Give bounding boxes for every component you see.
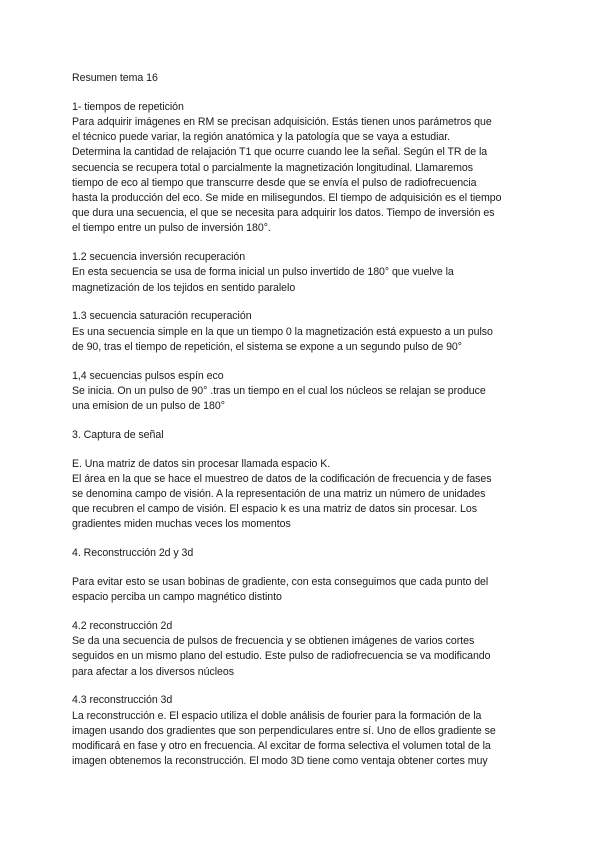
- section-heading: 1.2 secuencia inversión recuperación: [72, 251, 246, 264]
- section-body: Se inicia. On un pulso de 90° .tras un tiempo en el cual los núcleos se relajan se produce una emision de un pulso de 180°: [72, 384, 486, 413]
- section-heading: 3. Captura de señal: [72, 428, 164, 441]
- section-body: En esta secuencia se usa de forma inicial un pulso invertido de 180° que vuelve la magnetización de los tejidos en sentido paralelo: [72, 266, 454, 294]
- document-title: Resumen tema 16: [72, 72, 158, 84]
- section-body: El área en la que se hace el muestreo de datos de la codificación de frecuencia y de fases se denomina campo de visión. A la representación de una matriz un número de unidades que recubren el campo de visión. El espacio k es una matriz de datos sin procesar. Los gradientes miden muchas veces los momentos: [72, 472, 492, 531]
- section-reconstruccion-3d: [72, 693, 532, 769]
- section-bobinas-gradiente: [72, 575, 532, 605]
- section-heading: Para evitar esto se usan bobinas de gradiente, con esta conseguimos que cada punto del: [72, 576, 489, 589]
- section-heading: 4. Reconstrucción 2d y 3d: [72, 547, 194, 560]
- section-saturacion-recuperacion: [72, 309, 532, 355]
- section-espacio-k: [72, 457, 532, 533]
- section-espin-eco: [72, 369, 532, 415]
- section-body: Para adquirir imágenes en RM se precisan adquisición. Estás tienen unos parámetros que el técnico puede variar, la región anatómica y la patología que se vaya a estudiar. Determina la cantidad de relajación T1 que ocurre cuando lee la señal. Según el TR de la secuencia se recupera total o parcialmente la magnetización longitudinal. Llamaremos tiempo de eco al tiempo que transcurre desde que se envía el pulso de radiofrecuencia hasta la producción del eco. Se mide en milisegundos. El tiempo de adquisición es el tiempo que dura una secuencia, el que se necesita para adquirir los datos. Tiempo de inversión es el tiempo entre un pulso de inversión 180°.: [72, 116, 502, 235]
- section-body: Se da una secuencia de pulsos de frecuencia y se obtienen imágenes de varios cortes seguidos en un mismo plano del estudio. Este pulso de radiofrecuencia se va modificando para afectar a los diversos núcleos: [72, 635, 491, 678]
- section-body: La reconstrucción e. El espacio utiliza el doble análisis de fourier para la formación de la imagen usando dos gradientes que son perpendiculares entre sí. Uno de ellos gradiente se modificará en fase y otro en frecuencia. Al excitar de forma selectiva el volumen total de la imagen obtenemos la reconstrucción. El modo 3D tiene como ventaja obtener cortes muy: [72, 709, 496, 768]
- section-heading: 1,4 secuencias pulsos espín eco: [72, 369, 224, 382]
- section-reconstruccion-2d-3d: [72, 546, 532, 561]
- section-inversion-recuperacion: [72, 250, 532, 296]
- section-heading: 4.3 reconstrucción 3d: [72, 694, 173, 707]
- section-heading: E. Una matriz de datos sin procesar llamada espacio K.: [72, 457, 331, 470]
- section-heading: 1.3 secuencia saturación recuperación: [72, 310, 252, 323]
- section-tiempos-repeticion: [72, 100, 532, 237]
- section-body: Es una secuencia simple en la que un tiempo 0 la magnetización está expuesto a un pulso de 90, tras el tiempo de repetición, el sistema se expone a un segundo pulso de 90°: [72, 325, 493, 353]
- section-heading: 4.2 reconstrucción 2d: [72, 620, 173, 633]
- section-reconstruccion-2d: [72, 619, 532, 680]
- document-page: [72, 71, 532, 783]
- section-heading: 1- tiempos de repetición: [72, 100, 184, 113]
- section-body: espacio perciba un campo magnético distinto: [72, 591, 282, 604]
- section-captura-senal: [72, 428, 532, 443]
